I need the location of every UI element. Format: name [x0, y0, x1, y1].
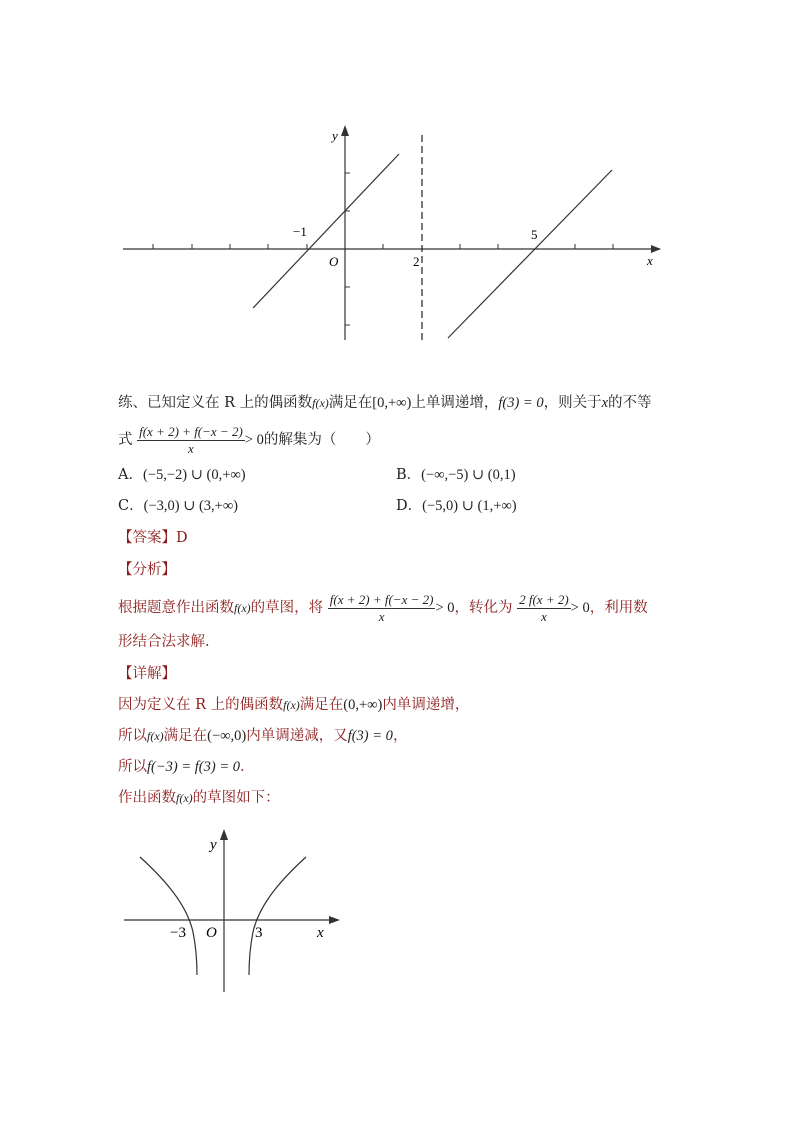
label-x: x	[647, 253, 653, 268]
detail-line-4	[118, 788, 280, 808]
y-axis-arrow	[341, 125, 349, 136]
f3-equation: f(3) = 0	[498, 395, 544, 411]
label-origin: O	[329, 254, 339, 269]
label-neg1: −1	[293, 224, 307, 239]
option-a-label: A．	[118, 467, 143, 483]
label-y: y	[332, 128, 338, 143]
detail-text: 满足在	[299, 697, 344, 713]
interval: (−∞,0)	[207, 728, 247, 744]
variable-x: x	[601, 395, 609, 411]
problem-text: 满足在	[328, 395, 373, 411]
graph-2	[118, 825, 348, 995]
x-axis-arrow	[651, 245, 661, 253]
x-axis-arrow	[329, 916, 340, 924]
analysis-text: 的草图，将	[250, 600, 324, 616]
f-of-x: f(x)	[176, 791, 193, 805]
graph-line-right	[448, 170, 612, 338]
option-b-value: (−∞,−5) ∪ (0,1)	[421, 467, 516, 483]
interval: [0,+∞)	[372, 395, 412, 411]
analysis-line-2: 形结合法求解.	[118, 634, 210, 650]
option-c-label: C．	[118, 498, 144, 514]
y-axis-arrow	[220, 829, 228, 840]
problem-text: 上单调递增，	[411, 395, 499, 411]
option-d-label: D．	[396, 498, 423, 514]
fraction	[328, 593, 436, 624]
label-x: x	[317, 925, 324, 941]
option-d[interactable]	[396, 496, 517, 516]
option-c-value: (−3,0) ∪ (3,+∞)	[143, 498, 239, 514]
detail-text: 所以	[118, 759, 147, 775]
equation: f(−3) = f(3) = 0	[147, 759, 240, 775]
gt-zero: > 0	[570, 600, 590, 616]
f3-equation: f(3) = 0	[347, 728, 393, 744]
option-b[interactable]	[396, 465, 516, 485]
problem-text: 式	[118, 432, 133, 448]
label-neg3: −3	[170, 925, 186, 941]
detail-line-1	[118, 695, 469, 715]
detail-text: 满足在	[163, 728, 208, 744]
option-a[interactable]	[118, 465, 246, 485]
option-d-value: (−5,0) ∪ (1,+∞)	[422, 498, 517, 514]
fraction	[517, 593, 571, 624]
problem-line-2	[118, 422, 380, 458]
detail-text: ，	[392, 728, 408, 744]
curve-left	[140, 857, 197, 975]
option-b-label: B．	[396, 467, 422, 483]
answer: 【答案】D	[118, 530, 188, 546]
detail-text: 内单调递增，	[382, 697, 470, 713]
label-2: 2	[413, 254, 420, 269]
problem-line-1	[118, 393, 652, 413]
fraction-numerator: f(x + 2) + f(−x − 2)	[139, 423, 243, 439]
problem-text: 的解集为（ ）	[263, 432, 380, 448]
detail-text: 作出函数	[118, 790, 176, 806]
graph-1	[115, 120, 675, 350]
option-c[interactable]	[118, 496, 238, 516]
detail-text: 的草图如下：	[192, 790, 280, 806]
f-of-x: f(x)	[147, 729, 164, 743]
gt-zero: > 0	[244, 432, 264, 448]
fraction-denominator: x	[541, 608, 547, 624]
gt-zero: > 0	[435, 600, 455, 616]
fraction-denominator: x	[188, 440, 194, 456]
detail-line-2	[118, 726, 407, 746]
fraction	[137, 425, 245, 456]
option-a-value: (−5,−2) ∪ (0,+∞)	[142, 467, 246, 483]
detail-text: 因为定义在 R 上的偶函数	[118, 697, 284, 713]
label-y: y	[210, 837, 217, 853]
analysis-heading: 【分析】	[118, 562, 176, 578]
curve-right	[249, 857, 306, 975]
detail-text: 内单调递减，又	[246, 728, 348, 744]
analysis-line-1	[118, 590, 648, 626]
detail-text: ．	[239, 759, 255, 775]
label-3: 3	[255, 925, 263, 941]
graph-line-left	[253, 154, 399, 308]
interval: (0,+∞)	[343, 697, 383, 713]
problem-text: 练、已知定义在 R 上的偶函数	[118, 395, 313, 411]
problem-text: 的不等	[608, 395, 652, 411]
fraction-denominator: x	[378, 608, 385, 624]
label-5: 5	[531, 227, 538, 242]
label-origin: O	[206, 925, 217, 941]
f-of-x: f(x)	[234, 601, 251, 615]
problem-text: ，则关于	[543, 395, 602, 411]
fraction-numerator: f(x + 2) + f(−x − 2)	[329, 591, 434, 607]
detail-heading: 【详解】	[118, 666, 176, 682]
f-of-x: f(x)	[312, 396, 329, 410]
analysis-text: ，利用数	[589, 600, 648, 616]
detail-text: 所以	[118, 728, 147, 744]
analysis-text: ，转化为	[454, 600, 513, 616]
detail-line-3	[118, 757, 254, 777]
fraction-numerator: 2 f(x + 2)	[519, 591, 569, 607]
analysis-text: 根据题意作出函数	[118, 600, 234, 616]
f-of-x: f(x)	[283, 698, 300, 712]
